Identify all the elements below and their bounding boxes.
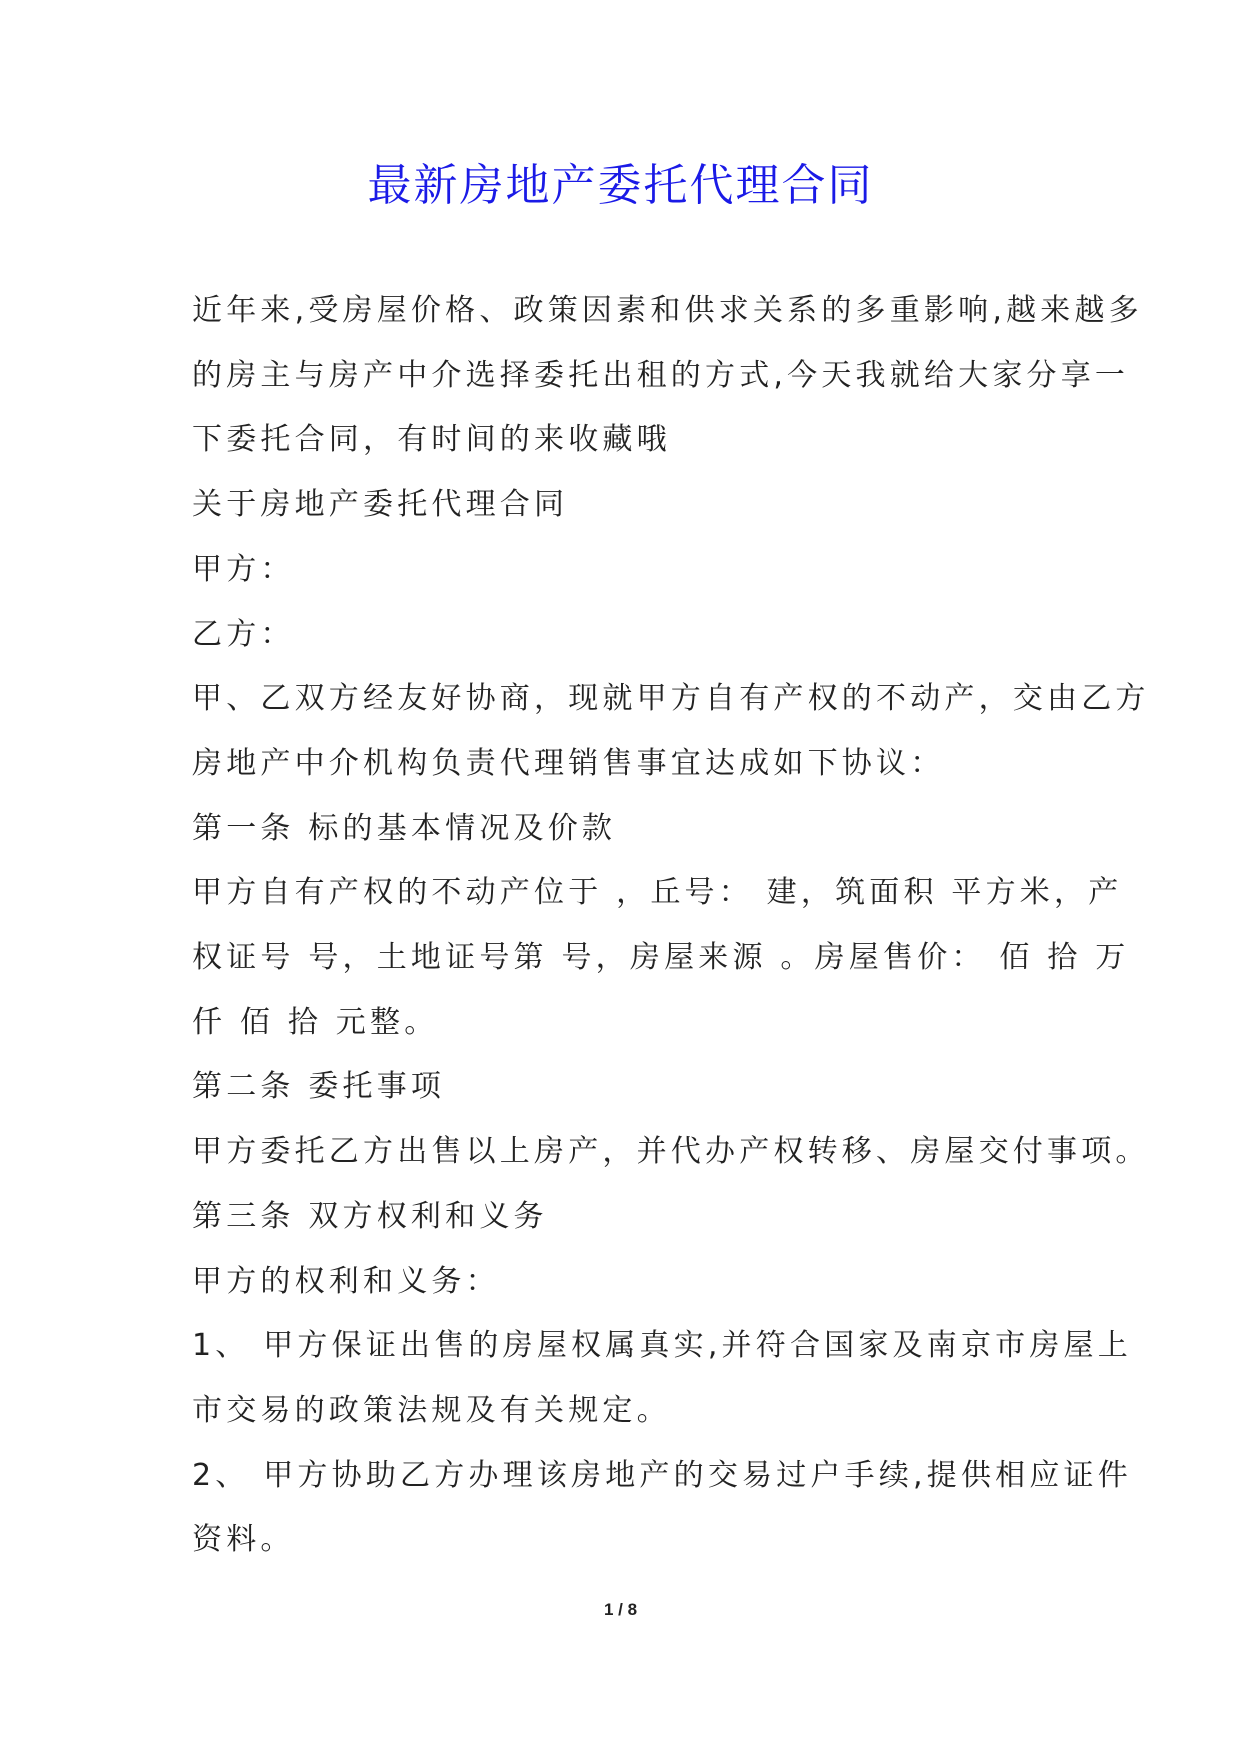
page-number: 1 / 8 xyxy=(603,1600,638,1619)
article-heading: 第三条 双方权利和义务 xyxy=(192,1198,548,1234)
party-b-label: 乙方： xyxy=(192,616,295,652)
section-heading: 关于房地产委托代理合同 xyxy=(192,487,569,523)
article-heading: 第一条 标的基本情况及价款 xyxy=(192,810,617,846)
paragraph-line: 的房主与房产中介选择委托出租的方式,今天我就给大家分享一 xyxy=(192,357,1130,393)
paragraph-line: 甲方委托乙方出售以上房产，并代办产权转移、房屋交付事项。 xyxy=(192,1134,1150,1170)
paragraph-line: 市交易的政策法规及有关规定。 xyxy=(192,1392,671,1428)
paragraph-line: 权证号 号，土地证号第 号，房屋来源 。房屋售价： 佰 拾 万 xyxy=(192,940,1130,976)
paragraph-line: 房地产中介机构负责代理销售事宜达成如下协议： xyxy=(192,745,945,781)
paragraph-line: 资料。 xyxy=(192,1522,295,1558)
party-a-label: 甲方： xyxy=(192,551,295,587)
document-body xyxy=(192,279,1150,1573)
list-item: 1、 甲方保证出售的房屋权属真实,并符合国家及南京市房屋上 xyxy=(192,1328,1132,1364)
paragraph-line: 仟 佰 拾 元整。 xyxy=(192,1004,439,1040)
paragraph-line: 近年来,受房屋价格、政策因素和供求关系的多重影响,越来越多 xyxy=(192,293,1143,328)
paragraph-line: 甲方的权利和义务： xyxy=(192,1263,500,1299)
document-title: 最新房地产委托代理合同 xyxy=(367,160,874,211)
paragraph-line: 甲、乙双方经友好协商，现就甲方自有产权的不动产，交由乙方 xyxy=(192,681,1150,717)
article-heading: 第二条 委托事项 xyxy=(192,1069,446,1105)
paragraph-line: 甲方自有产权的不动产位于 ，丘号： 建，筑面积 平方米，产 xyxy=(192,875,1123,911)
paragraph-line: 下委托合同，有时间的来收藏哦 xyxy=(192,422,671,458)
list-item: 2、 甲方协助乙方办理该房地产的交易过户手续,提供相应证件 xyxy=(192,1457,1132,1493)
